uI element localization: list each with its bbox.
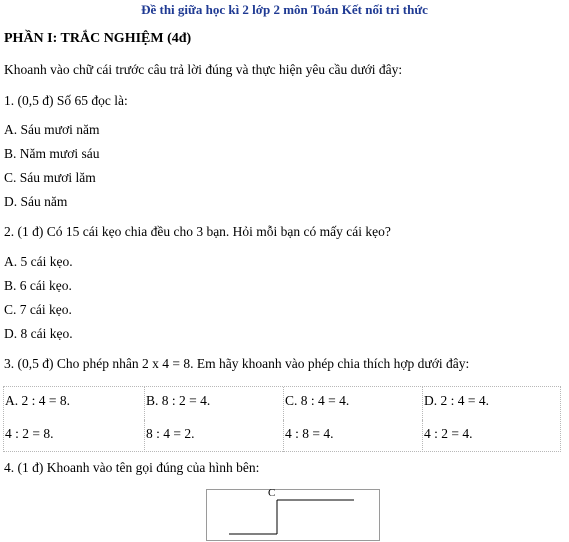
question-3: 3. (0,5 đ) Cho phép nhân 2 x 4 = 8. Em hãy khoanh vào phép chia thích hợp dưới đây: (4, 356, 470, 371)
section-title: PHẦN I: TRẮC NGHIỆM (4đ) (4, 31, 192, 46)
q2-option-c: C. 7 cái kẹo. (4, 302, 72, 317)
q3-option-d: D. 2 : 4 = 4. (422, 387, 560, 420)
figure-point-label: C (268, 487, 276, 499)
instruction-text: Khoanh vào chữ cái trước câu trả lời đúng và thực hiện yêu cầu dưới đây: (4, 62, 403, 77)
q3-option-a-line2: 4 : 2 = 8. (5, 426, 54, 441)
q1-option-c: C. Sáu mươi lăm (4, 170, 96, 185)
q2-option-a: A. 5 cái kẹo. (4, 254, 73, 269)
q3-option-b: B. 8 : 2 = 4. (144, 387, 283, 420)
broken-line-figure (207, 490, 381, 542)
q3-option-c-line2: 4 : 8 = 4. (283, 420, 422, 452)
question-4: 4. (1 đ) Khoanh vào tên gọi đúng của hình bên: (4, 460, 260, 475)
q1-option-a: A. Sáu mươi năm (4, 122, 100, 137)
q2-option-b: B. 6 cái kẹo. (4, 278, 72, 293)
q4-figure (206, 489, 380, 541)
question-1: 1. (0,5 đ) Số 65 đọc là: (4, 93, 128, 108)
question-2: 2. (1 đ) Có 15 cái kẹo chia đều cho 3 bạn. Hỏi mỗi bạn có mấy cái kẹo? (4, 224, 391, 239)
q1-option-d: D. Sáu năm (4, 194, 68, 209)
q3-option-d-line2: 4 : 2 = 4. (422, 420, 560, 452)
q1-option-b: B. Năm mươi sáu (4, 146, 100, 161)
q2-option-d: D. 8 cái kẹo. (4, 326, 73, 341)
page-title: Đề thi giữa học kì 2 lớp 2 môn Toán Kết nối tri thức (141, 2, 428, 17)
q3-option-a: A. 2 : 4 = 8. (5, 393, 70, 408)
q3-options-table (3, 386, 561, 452)
q3-option-c: C. 8 : 4 = 4. (283, 387, 422, 420)
q3-option-b-line2: 8 : 4 = 2. (144, 420, 283, 452)
